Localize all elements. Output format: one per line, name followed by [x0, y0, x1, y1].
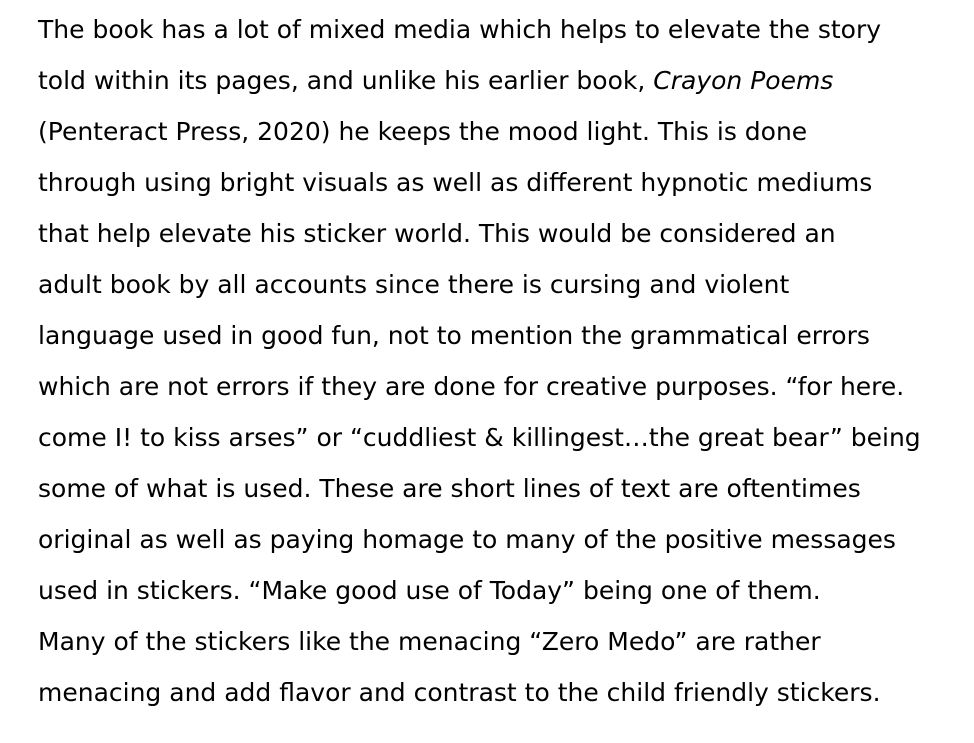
text-line-11: original as well as paying homage to many of the positive messages: [38, 525, 896, 554]
text-line-6: adult book by all accounts since there is cursing and violent: [38, 270, 790, 299]
text-line-5: that help elevate his sticker world. This would be considered an: [38, 219, 836, 248]
text-line-2: [38, 55, 968, 106]
text-line-8: which are not errors if they are done for creative purposes. “for here.: [38, 372, 905, 401]
book-title-italic: Crayon Poems: [653, 66, 834, 95]
text-line-13: Many of the stickers like the menacing “Zero Medo” are rather: [38, 627, 821, 656]
text-line-7: language used in good fun, not to mention the grammatical errors: [38, 321, 870, 350]
text-line-9: come I! to kiss arses” or “cuddliest & killingest…the great bear” being: [38, 423, 921, 452]
text-line-2-start: told within its pages, and unlike his earlier book,: [38, 66, 654, 95]
text-line-14: menacing and add flavor and contrast to the child friendly stickers.: [38, 678, 881, 707]
text-line-3: (Penteract Press, 2020) he keeps the mood light. This is done: [38, 117, 808, 146]
text-line-10: some of what is used. These are short lines of text are oftentimes: [38, 474, 861, 503]
text-line-1: The book has a lot of mixed media which helps to elevate the story: [38, 15, 882, 44]
text-line-4: through using bright visuals as well as different hypnotic mediums: [38, 168, 873, 197]
text-line-12: used in stickers. “Make good use of Today” being one of them.: [38, 576, 821, 605]
article-paragraph: [38, 4, 968, 718]
